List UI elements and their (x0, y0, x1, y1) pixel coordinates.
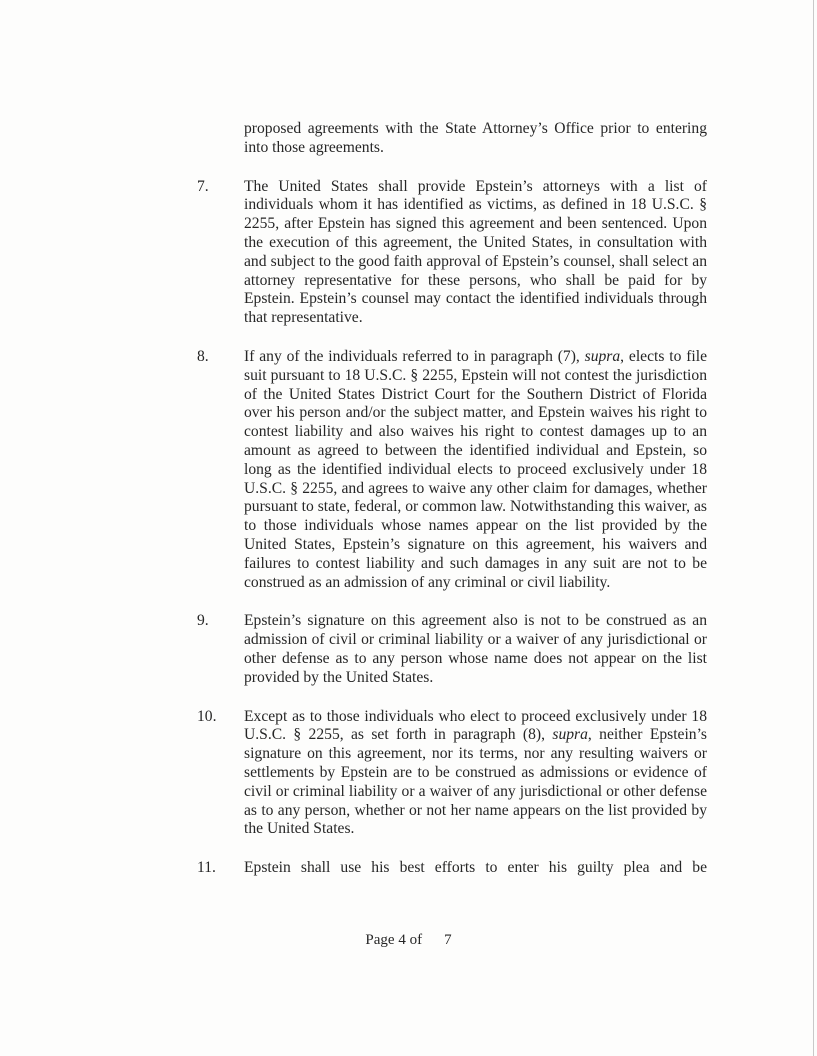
page-edge-line (813, 0, 814, 1056)
paragraph-number: 11. (197, 859, 216, 877)
paragraph-text (244, 708, 707, 840)
paragraph-number: 9. (197, 612, 209, 630)
paragraph-number: 8. (197, 347, 209, 365)
paragraph-italic-segment: supra (552, 726, 588, 744)
paragraph-text (244, 348, 707, 592)
paragraph-text-segment: Epstein’s signature on this agreement also is not to be construed as an admission of civil or criminal liability or a waiver of any jurisdictional or other defense as to any person whose name does not appear on the list provided by the United States. (244, 612, 707, 686)
paragraph-number: 7. (197, 177, 209, 195)
continuation-text: proposed agreements with the State Attorney’s Office prior to entering into those agreements. (244, 120, 707, 156)
paragraph-text-segment: If any of the individuals referred to in paragraph (7), (244, 347, 585, 365)
paragraph-10 (197, 708, 707, 840)
paragraph-text-segment: Except as to those individuals who elect to proceed exclusively under 18 U.S.C. § 2255, as set forth in paragraph (8), (244, 707, 707, 744)
page-number-label: Page 4 of (365, 932, 423, 948)
paragraph-9 (197, 612, 707, 687)
page-total: 7 (444, 932, 452, 948)
paragraph-text-segment: The United States shall provide Epstein’s attorneys with a list of individuals whom it has identified as victims, as defined in 18 U.S.C. § 2255, after Epstein has signed this agreement and been sentenced. Upon the execution of this agreement, the United States, in consultation with and subject to the good faith approval of Epstein’s counsel, shall select an attorney representative for these persons, who shall be paid for by Epstein. Epstein’s counsel may contact the identified individuals through that representative. (244, 177, 707, 327)
paragraph-italic-segment: supra (584, 347, 621, 365)
paragraph-text (244, 612, 707, 687)
paragraph-text (244, 859, 707, 878)
document-body (197, 120, 707, 878)
paragraph-7 (197, 178, 707, 328)
continuation-paragraph (197, 120, 707, 158)
paragraph-text-segment: , elects to file suit pursuant to 18 U.S.C. § 2255, Epstein will not contest the jurisdiction of the United States District Court for the Southern District of Florida over his person and/or the subject matter, and Epstein waives his right to contest liability and also waives his right to contest damages up to an amount as agreed to between the identified individual and Epstein, so long as the identified individual elects to proceed exclusively under 18 U.S.C. § 2255, and agrees to waive any other claim for damages, whether pursuant to state, federal, or common law. Notwithstanding this waiver, as to those individuals whose names appear on the list provided by the United States, Epstein’s signature on this agreement, his waivers and failures to contest liability and such damages in any suit are not to be construed as an admission of any criminal or civil liability. (244, 347, 707, 591)
paragraph-text-segment: Epstein shall use his best efforts to enter his guilty plea and be (244, 859, 707, 877)
paragraph-text-segment: , neither Epstein’s signature on this agreement, nor its terms, nor any resulting waivers or settlements by Epstein are to be construed as admissions or evidence of civil or criminal liability or a waiver of any jurisdictional or other defense as to any person, whether or not her name appears on the list provided by the United States. (244, 726, 708, 838)
page-footer (0, 932, 817, 949)
paragraph-text (244, 178, 707, 328)
paragraph-8 (197, 348, 707, 592)
paragraph-number: 10. (197, 707, 217, 725)
paragraph-11 (197, 859, 707, 878)
